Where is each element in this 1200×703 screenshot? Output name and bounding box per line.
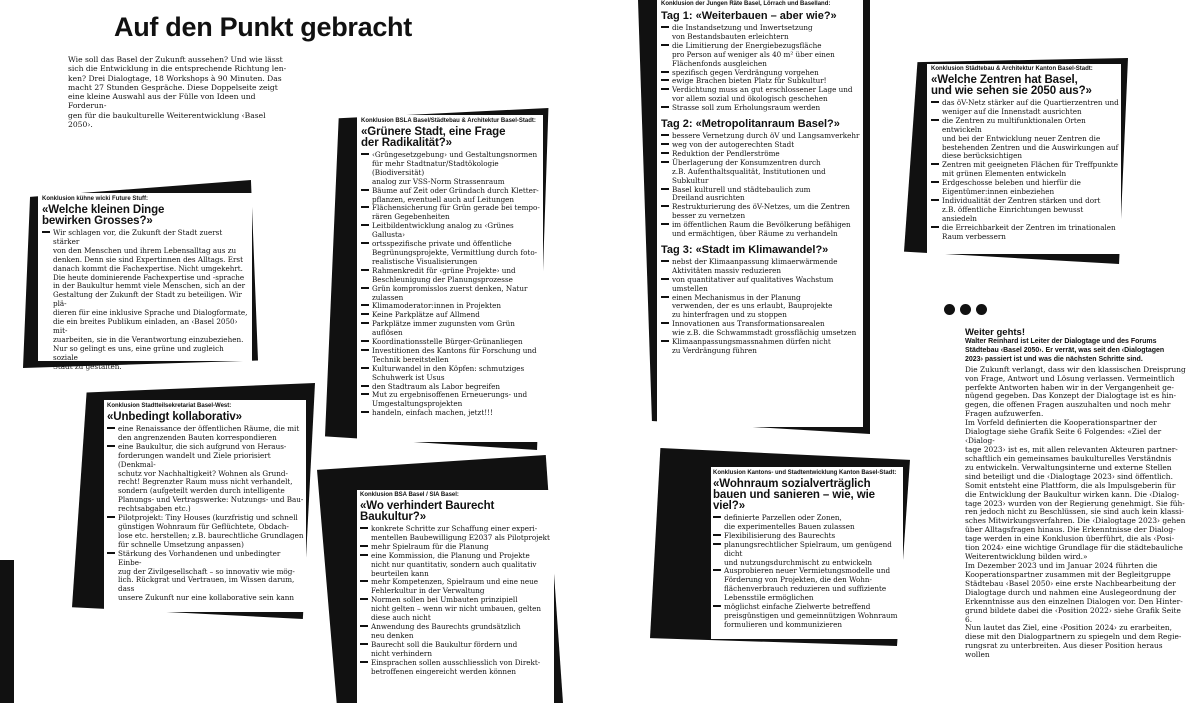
list-item: Innovationen aus Transformationsarealen wie z.B. die Schwammstadt grossflächig umsetzen: [661, 320, 861, 338]
list-item: Individualität der Zentren stärken und dort z.B. öffentliche Einrichtungen bewusst ansiedeln: [931, 197, 1119, 224]
list-item: Anwendung des Baurechts grundsätzlich neu denken: [360, 623, 552, 641]
list-item: Einsprachen sollen ausschliesslich von Direkt- betroffenen eingereicht werden können: [360, 659, 552, 677]
list-item: möglichst einfache Zielwerte betreffend preisgünstigen und gemeinnützigen Wohnraum formulieren und kommunizieren: [713, 603, 901, 630]
list-item: Stärkung des Vorhandenen und unbedingter Einbe- zug der Zivilgesellschaft – so innovativ wie mög- lich. Rückgrat und Vertrauen, im Wissen darum, dass unsere Zukunft nur eine kollaborative sein kann: [107, 550, 304, 603]
list-item: den Stadtraum als Labor begreifen: [361, 383, 541, 392]
list-item: Klimaanpassungsmassnahmen dürfen nicht zu Verdrängung führen: [661, 338, 861, 356]
list-item: Rahmenkredit für ‹grüne Projekte› und Beschleunigung der Planungsprozesse: [361, 267, 541, 285]
card-title: «Welche kleinen Dinge bewirken Grosses?»: [42, 204, 165, 227]
list-item: handeln, einfach machen, jetzt!!!: [361, 409, 541, 418]
list-item: Wir schlagen vor, die Zukunft der Stadt zuerst stärker von den Menschen und ihrem Lebensalltag aus zu denken. Denn sie sind Expertinnen des Alltags. Erst danach kommt die Fachexpertise. Nicht umgekehrt. Die heute dominierende Fachexpertise und -sprache in der Baukultur hemmt viele Menschen, sich an der Gestaltung der Zukunft der Stadt zu beteiligen. Wir plä- dieren für eine inklusive Sprache und Dialogformate, die ein breites Publikum einladen, an ‹Basel 2050› mit- zuarbeiten, sie in die Verantwortung einzubeziehen. Nur so gelingt es uns, eine grüne und zugleich soziale Stadt zu gestalten.: [42, 229, 248, 372]
list-item: Zentren mit geeigneten Flächen für Treffpunkte mit grünen Elementen entwickeln: [931, 161, 1119, 179]
list-item: Kulturwandel in den Köpfen: schmutziges Schuhwerk ist Usus: [361, 365, 541, 383]
list-item: konkrete Schritte zur Schaffung einer experi- mentellen Baubewilligung E2037 als Pilotprojekt: [360, 525, 552, 543]
list-item: planungsrechtlicher Spielraum, um genügend dicht und nutzungsdurchmischt zu entwickeln: [713, 541, 901, 568]
list-item: Flächensicherung für Grün gerade bei tempo- rären Gegebenheiten: [361, 204, 541, 222]
card-kollaborativ: [104, 400, 306, 612]
card-kicker: Konklusion kühne wicki Future Stuff:: [42, 196, 149, 202]
list-item: Baurecht soll die Baukultur fördern und nicht verhindern: [360, 641, 552, 659]
list-item: eine Baukultur, die sich aufgrund von Heraus- forderungen wandelt und Ziele priorisiert (Denkmal- schutz vor Nachhaltigkeit? Wohnen als Grund- recht! Begrenzter Raum muss nicht verhandelt, sondern (aufgeteilt werden durch intelligente Planungs- und Vertragswerke: Nutzungs- und Bau- rechtsabgaben etc.): [107, 443, 304, 514]
list-item: Restrukturierung des öV-Netzes, um die Zentren besser zu vernetzen: [661, 203, 861, 221]
list-item: die Erreichbarkeit der Zentren im trinationalen Raum verbessern: [931, 224, 1119, 242]
list-item: Pilotprojekt: Tiny Houses (kurzfristig und schnell günstigen Wohnraum für Geflüchtete, Obdach- lose etc. herstellen; z.B. baurechtliche Grundlagen für schnelle Umsetzung anpassen): [107, 514, 304, 550]
list-item: Verdichtung muss an gut erschlossener Lage und vor allem sozial und ökologisch geschehen: [661, 86, 861, 104]
list-item: ‹Grüngesetzgebung› und Gestaltungsnormen für mehr Stadtnatur/Stadtökologie (Biodiversität) analog zur VSS-Norm Strassenraum: [361, 151, 541, 187]
list-item: mehr Kompetenzen, Spielraum und eine neue Fehlerkultur in der Verwaltung: [360, 578, 552, 596]
list-item: das öV-Netz stärker auf die Quartierzentren und weniger auf die Innenstadt ausrichten: [931, 99, 1119, 117]
list-item: im öffentlichen Raum die Bevölkerung befähigen und ermächtigen, über Räume zu verhandeln: [661, 221, 861, 239]
list-item: von quantitativer auf qualitatives Wachstum umstellen: [661, 276, 861, 294]
day-2-title: Tag 2: «Metropolitanraum Basel?»: [661, 118, 840, 131]
list-item: Keine Parkplätze auf Allmend: [361, 311, 541, 320]
list-item: Klimamoderator:innen in Projekten: [361, 302, 541, 311]
list-item: Investitionen des Kantons für Forschung und Technik bereitstellen: [361, 347, 541, 365]
list-item: Leitbildentwicklung analog zu ‹Grünes Gallusta›: [361, 222, 541, 240]
list-item: weg von der autogerechten Stadt: [661, 141, 861, 150]
list-item: Normen sollen bei Umbauten prinzipiell nicht gelten – wenn wir nicht umbauen, gelten diese auch nicht: [360, 596, 552, 623]
list-item: bessere Vernetzung durch öV und Langsamverkehr: [661, 132, 861, 141]
day-3-title: Tag 3: «Stadt im Klimawandel?»: [661, 243, 829, 256]
list-item: Bäume auf Zeit oder Gründach durch Kletter- pflanzen, eventuell auch auf Leitungen: [361, 187, 541, 205]
list-item: Basel kulturell und städtebaulich zum Dreiland ausrichten: [661, 186, 861, 204]
list-item: Ausprobieren neuer Vermietungsmodelle und Förderung von Projekten, die den Wohn- flächenverbrauch reduzieren und suffiziente Lebensstile ermöglichen: [713, 567, 901, 603]
card-kicker: Konklusion Städtebau & Architektur Kanton Basel-Stadt:: [931, 66, 1093, 72]
list-item: einen Mechanismus in der Planung verwenden, der es uns erlaubt, Bauprojekte zu hinterfragen und zu stoppen: [661, 294, 861, 321]
article-lead: Walter Reinhard ist Leiter der Dialogtage und des Forums Städtebau ‹Basel 2050›. Er verrät, was seit den ‹Dialogtagen 2023› passiert ist und was die nächsten Schritte sind.: [965, 338, 1165, 363]
list-item: Erdgeschosse beleben und hierfür die Eigentümer:innen einbeziehen: [931, 179, 1119, 197]
list-item: eine Renaissance der öffentlichen Räume, die mit den angrenzenden Bauten korrespondieren: [107, 425, 304, 443]
card-kicker: Konklusion Stadtteilsekretariat Basel-West:: [107, 403, 232, 409]
list-item: mehr Spielraum für die Planung: [360, 543, 552, 552]
list-item: nebst der Klimaanpassung klimaerwärmende Aktivitäten massiv reduzieren: [661, 258, 861, 276]
list-item: Flexibilisierung des Baurechts: [713, 532, 901, 541]
card-zentren: [927, 64, 1121, 254]
card-title: «Unbedingt kollaborativ»: [107, 411, 242, 423]
card-kicker: Konklusion BSA Basel / SIA Basel:: [360, 492, 459, 498]
card-gruenere-stadt: [357, 115, 543, 442]
card-kicker: Konklusion BSLA Basel/Städtebau & Architektur Basel-Stadt:: [361, 118, 536, 124]
three-dots-icon: [944, 304, 987, 315]
list-item: ewige Brachen bieten Platz für Subkultur!: [661, 77, 861, 86]
list-item: definierte Parzellen oder Zonen, die experimentelles Bauen zulassen: [713, 514, 901, 532]
card-title: «Wohnraum sozialverträglich bauen und sanieren – wie, wie viel?»: [713, 478, 875, 512]
card-kicker: Konklusion Kantons- und Stadtentwicklung Kanton Basel-Stadt:: [713, 470, 897, 476]
card-kleine-dinge: [38, 193, 252, 371]
list-item: die Limitierung der Energiebezugsfläche pro Person auf weniger als 40 m² über einen Flächenfonds ausgleichen: [661, 42, 861, 69]
list-item: Reduktion der Pendlerströme: [661, 150, 861, 159]
intro-text: Wie soll das Basel der Zukunft aussehen? Und wie lässt sich die Entwicklung in die entsprechende Richtung len- ken? Drei Dialogtage, 18 Workshops à 90 Minuten. Das macht 27 Stunden Gespräche. Diese Doppelseite zeigt eine kleine Auswahl aus der Fülle von Ideen und Forderun- gen für die baukulturelle Weiterentwicklung ‹Basel 2050›.: [68, 55, 287, 130]
list-item: die Instandsetzung und Inwertsetzung von Bestandsbauten erleichtern: [661, 24, 861, 42]
list-item: Mut zu ergebnisoffenen Erneuerungs- und Umgestaltungsprojekten: [361, 391, 541, 409]
list-item: Überlagerung der Konsumzentren durch z.B. Aufenthaltsqualität, Institutionen und Subkultur: [661, 159, 861, 186]
card-baurecht: [357, 490, 554, 703]
article-heading: Weiter gehts!: [965, 327, 1026, 338]
day-1-title: Tag 1: «Weiterbauen – aber wie?»: [661, 10, 837, 22]
list-item: Koordinationsstelle Bürger-Grünanliegen: [361, 338, 541, 347]
list-item: Strasse soll zum Erholungsraum werden: [661, 104, 861, 113]
card-title: «Grünere Stadt, eine Frage der Radikalität?»: [361, 126, 506, 149]
list-item: die Zentren zu multifunktionalen Orten entwickeln und bei der Entwicklung neuer Zentren die bestehenden Zentren und die Auswirkungen auf diese berücksichtigen: [931, 117, 1119, 162]
card-title: «Wo verhindert Baurecht Baukultur?»: [360, 500, 495, 523]
card-title: «Welche Zentren hat Basel, und wie sehen sie 2050 aus?»: [931, 74, 1092, 97]
list-item: spezifisch gegen Verdrängung vorgehen: [661, 69, 861, 78]
article-body: Die Zukunft verlangt, dass wir den klassischen Dreisprung von Frage, Antwort und Lösung verlassen. Vermeintlich perfekte Antworten haben wir in der Vergangenheit ge- nügend gegeben. Das Konzept der Dialogtage ist es hin- gegen, die offenen Fragen auszuhalten und noch mehr Fragen aufzuwerfen. Im Vorfeld definierten die Kooperationspartner der Dialogtage siehe Grafik Seite 6 Folgendes: «Ziel der ‹Dialog- tage 2023› ist es, mit allen relevanten Akteuren partner- schaftlich ein gemeinsames baukulturelles Verständnis zu entwickeln. Verwaltungsinterne und externe Stellen sind beteiligt und die ‹Dialogtage 2023› sind öffentlich. Somit entsteht eine Plattform, die als Impulsgeberin für die Entwicklung der Baukultur wirken kann. Die ‹Dialog- tage 2023› wurden von der Regierung genehmigt. Sie füh- ren jedoch nicht zu Beschlüssen, sie sind auch kein klassi- sches Mitwirkungsverfahren. Die ‹Dialogtage 2023› gehen über Alltagsfragen hinaus. Die Erkenntnisse der Dialog- tage werden in eine Konklusion überführt, die als ‹Posi- tion 2024› eine wichtige Grundlage für die städtebauliche Weiterentwicklung bilden wird.» Im Dezember 2023 und im Januar 2024 führten die Kooperationspartner zusammen mit der Begleitgruppe Städtebau ‹Basel 2050› eine erste Nachbearbeitung der Dialogtage durch und nahmen eine Auslegeordnung der Erkenntnisse aus den einzelnen Dialogen vor. Den Hinter- grund bildete dabei die ‹Position 2022› siehe Grafik Seite 6. Nun lautet das Ziel, eine ‹Position 2024› zu erarbeiten, diese mit den Dialogpartnern zu spiegeln und dem Regie- rungsrat zu unterbreiten. Aus dieser Position heraus wollen: [965, 364, 1186, 660]
weiter-gehts-article: [965, 327, 1189, 660]
list-item: Grün kompromisslos zuerst denken, Natur zulassen: [361, 285, 541, 303]
list-item: ortsspezifische private und öffentliche Begrünungsprojekte, Vermittlung durch foto- realistische Visualisierungen: [361, 240, 541, 267]
card-jungen-raete: [657, 0, 863, 427]
list-item: Parkplätze immer zugunsten vom Grün auflösen: [361, 320, 541, 338]
page-title: Auf den Punkt gebracht: [114, 12, 412, 42]
list-item: eine Kommission, die Planung und Projekte nicht nur quantitativ, sondern auch qualitativ beurteilen kann: [360, 552, 552, 579]
card-wohnraum: [711, 467, 903, 639]
splash-left-edge: [0, 560, 14, 703]
card-kicker: Konklusion der Jungen Räte Basel, Lörrach und Baselland:: [661, 1, 831, 7]
